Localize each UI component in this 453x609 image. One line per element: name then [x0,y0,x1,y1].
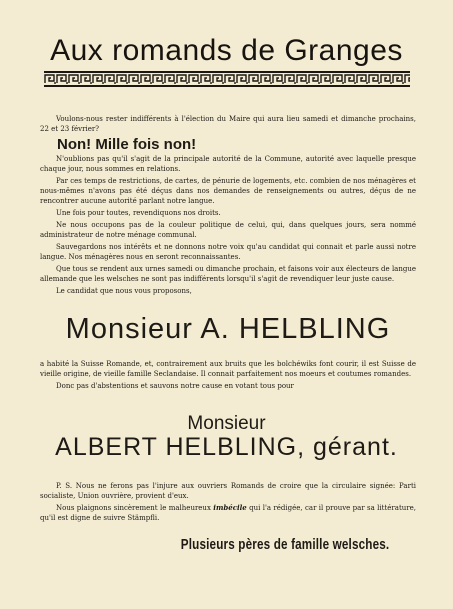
exclamation-heading: Non! Mille fois non! [57,136,197,153]
paragraph: Une fois pour toutes, revendiquons nos droits. [56,209,221,217]
paragraph: Que tous se rendent aux urnes samedi ou dimanche prochain, et faisons voir aux électeurs de langue allemande que les welsches ne sont pas indifférents lorsqu'il s'agit de revendiquer leur juste cause. [40,265,416,283]
ps-text-before: Nous plaignons sincèrement le malheureux [56,504,211,512]
greek-key-border [44,71,410,87]
intro-paragraph [40,114,416,136]
signature-line: Plusieurs pères de famille welsches. [180,536,389,553]
paragraph: N'oublions pas qu'il s'agit de la principale autorité de la Commune, autorité avec laquelle presque chaque jour, nous sommes en relations. [40,155,416,173]
paragraph: Ne nous occupons pas de la couleur politique de celui, qui, dans quelques jours, sera nommé administrateur de notre ménage communal. [40,221,416,239]
postscript [40,481,416,525]
poster-title: Aux romands de Granges [50,34,403,67]
ps-paragraph: P. S. Nous ne ferons pas l'injure aux ouvriers Romands de croire que la circulaire signée: Parti socialiste, Union ouvrière, provient d'eux. [40,482,416,500]
paragraph: Par ces temps de restrictions, de cartes, de pénurie de logements, etc. combien de nos ménagères et nous-mêmes n'avons pas été déçus dans nos demandes de renseignements ou autres, déçus de ne rencontrer aucune autorité parlant notre langue. [40,177,416,205]
ps-text-after: qui l'a rédigée, car il prouve par sa littérature, qu'il est digne de suivre Stämpfli. [40,504,416,522]
emphasized-word: imbécile [213,503,247,512]
candidate-full-name: ALBERT HELBLING, gérant. [55,433,398,461]
paragraph: Donc pas d'abstentions et sauvons notre cause en votant tous pour [56,382,294,390]
argument-paragraphs [40,154,416,298]
ps-paragraph-2 [40,503,416,523]
paragraph: Sauvegardons nos intérêts et ne donnons notre voix qu'au candidat qui connait et parle aussi notre langue. Nos ménagères nous en seront reconnaissantes. [40,243,416,261]
candidate-description [40,359,416,393]
candidate-name-large: Monsieur A. HELBLING [65,313,391,345]
intro-text: Voulons-nous rester indifférents à l'élection du Maire qui aura lieu samedi et dimanche prochains, 22 et 23 février? [40,115,416,133]
paragraph: a habité la Suisse Romande, et, contrairement aux bruits que les bolchéwiks font courir, il est Suisse de vieille origine, de vieille famille Seclandaise. Il connait parfaitement nos moeurs et coutumes romandes. [40,360,416,378]
paragraph: Le candidat que nous vous proposons, [56,287,192,295]
candidate-salutation: Monsieur [187,413,266,434]
